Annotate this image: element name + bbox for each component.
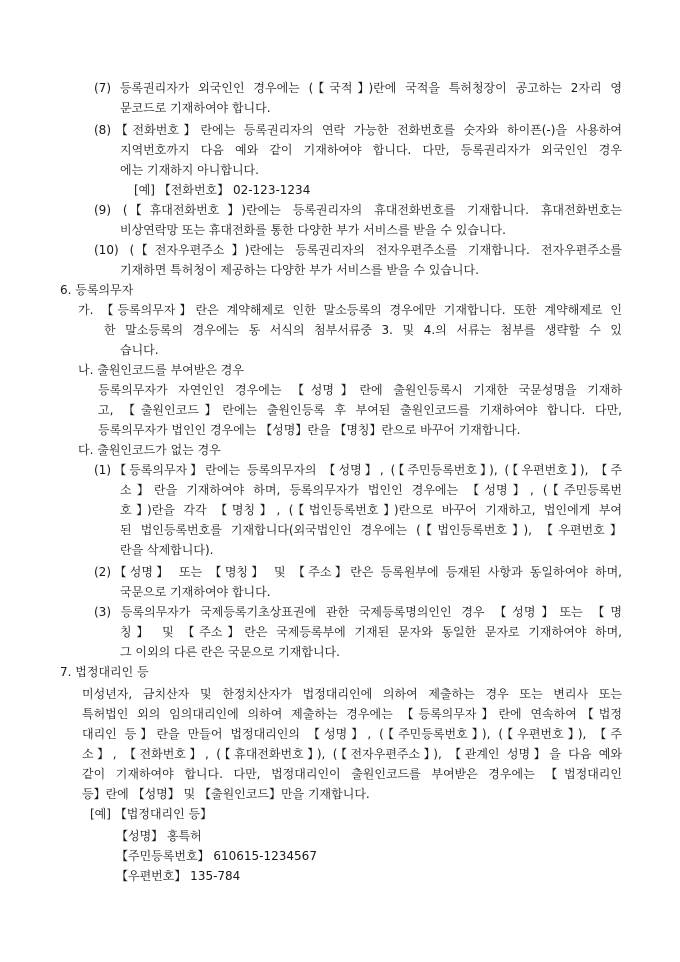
- text-line: 등록의무자가 법인인 경우에는 【성명】란을 【명칭】란으로 바꾸어 기재합니다.: [98, 423, 521, 437]
- text-line: 등록의무자가 자연인인 경우에는 【성명】란에 출원인등록시 기재한 국문성명을 기재하: [98, 383, 622, 397]
- example-line: 【주민등록번호】 610615-1234567: [116, 849, 317, 863]
- text-line: 그 이외의 다른 란은 국문으로 기재합니다.: [120, 645, 340, 659]
- text-line: (8)【전화번호】란에는 등록권리자의 연락 가능한 전화번호를 숫자와 하이픈(-)을 사용하여: [94, 123, 622, 137]
- text-line: 칭】 및 【주소】란은 국제등록부에 기재된 문자와 동일한 문자로 기재하여야 하며,: [120, 625, 622, 639]
- text-line: 한 말소등록의 경우에는 동 서식의 첨부서류중 3. 및 4.의 서류는 첨부를 생략할 수 있: [104, 323, 622, 337]
- text-line: (3) 등록의무자가 국제등록기초상표권에 관한 국제등록명의인인 경우 【성명】또는 【명: [94, 605, 622, 619]
- example-line: 【성명】 홍특허: [116, 829, 202, 843]
- text-line: 국문으로 기재하여야 합니다.: [120, 585, 271, 599]
- text-line: 된 법인등록번호를 기재합니다(외국법인인 경우에는 (【법인등록번호】), 【우편번호】: [120, 523, 622, 537]
- text-line: (10) (【전자우편주소】)란에는 등록권리자의 전자우편주소를 기재합니다. 전자우편주소를: [94, 243, 622, 257]
- text-line: 소】, 【전화번호】, (【휴대전화번호】), (【전자우편주소】), 【관계인 성명】을 다음 예와: [82, 747, 622, 761]
- text-line: (7) 등록권리자가 외국인인 경우에는 (【국적】)란에 국적을 특허청장이 공고하는 2자리 영: [94, 81, 622, 95]
- subsection-heading: 다. 출원인코드가 없는 경우: [78, 443, 221, 457]
- text-line: (9) (【휴대전화번호】)란에는 등록권리자의 휴대전화번호를 기재합니다. 휴대전화번호는: [94, 203, 622, 217]
- text-line: 비상연락망 또는 휴대전화를 통한 다양한 부가 서비스를 받을 수 있습니다.: [120, 223, 506, 237]
- text-line: 문코드로 기재하여야 합니다.: [120, 101, 271, 115]
- text-line: 같이 기재하여야 합니다. 다만, 법정대리인이 출원인코드를 부여받은 경우에는 【법정대리인: [82, 767, 622, 781]
- text-line: 특허법인 외의 임의대리인에 의하여 제출하는 경우에는 【등록의무자】란에 연속하여【법정: [82, 707, 622, 721]
- text-line: 호】)란을 각각 【명칭】, (【법인등록번호】)란으로 바꾸어 기재하고, 법인에게 부여: [120, 503, 622, 517]
- section-heading: 7. 법정대리인 등: [60, 665, 149, 679]
- text-line: 소】란을 기재하여야 하며, 등록의무자가 법인인 경우에는 【성명】, (【주민등록번: [120, 483, 622, 497]
- text-line: (1)【등록의무자】란에는 등록의무자의 【성명】, (【주민등록번호】), (【우편번호】), 【주: [94, 463, 622, 477]
- text-line: 가. 【등록의무자】란은 계약해제로 인한 말소등록의 경우에만 기재합니다. 또한 계약해제로 인: [78, 303, 622, 317]
- text-line: 고, 【출원인코드】란에는 출원인등록 후 부여된 출원인코드를 기재하여야 합니다. 다만,: [98, 403, 622, 417]
- text-line: 미성년자, 금치산자 및 한정치산자가 법정대리인에 의하여 제출하는 경우 또는 변리사 또는: [82, 687, 622, 701]
- text-line: 대리인 등】란을 만들어 법정대리인의 【성명】, (【주민등록번호】), (【우편번호】), 【주: [82, 727, 622, 741]
- text-line: 기재하면 특허청이 제공하는 다양한 부가 서비스를 받을 수 있습니다.: [120, 263, 479, 277]
- example-line: [예] 【법정대리인 등】: [90, 807, 213, 821]
- example-line: [예] 【전화번호】 02-123-1234: [134, 183, 311, 197]
- text-line: 란을 삭제합니다).: [120, 543, 214, 557]
- example-line: 【우편번호】 135-784: [116, 869, 241, 883]
- text-line: 습니다.: [120, 343, 159, 357]
- text-line: 등】란에 【성명】 및 【출원인코드】만을 기재합니다.: [82, 787, 370, 801]
- text-line: (2)【성명】 또는 【명칭】 및 【주소】란은 등록원부에 등재된 사항과 동일하여야 하며,: [94, 565, 622, 579]
- subsection-heading: 나. 출원인코드를 부여받은 경우: [78, 363, 244, 377]
- section-heading: 6. 등록의무자: [60, 283, 134, 297]
- text-line: 에는 기재하지 아니합니다.: [120, 163, 259, 177]
- text-line: 지역번호까지 다음 예와 같이 기재하여야 합니다. 다만, 등록권리자가 외국인인 경우: [120, 143, 622, 157]
